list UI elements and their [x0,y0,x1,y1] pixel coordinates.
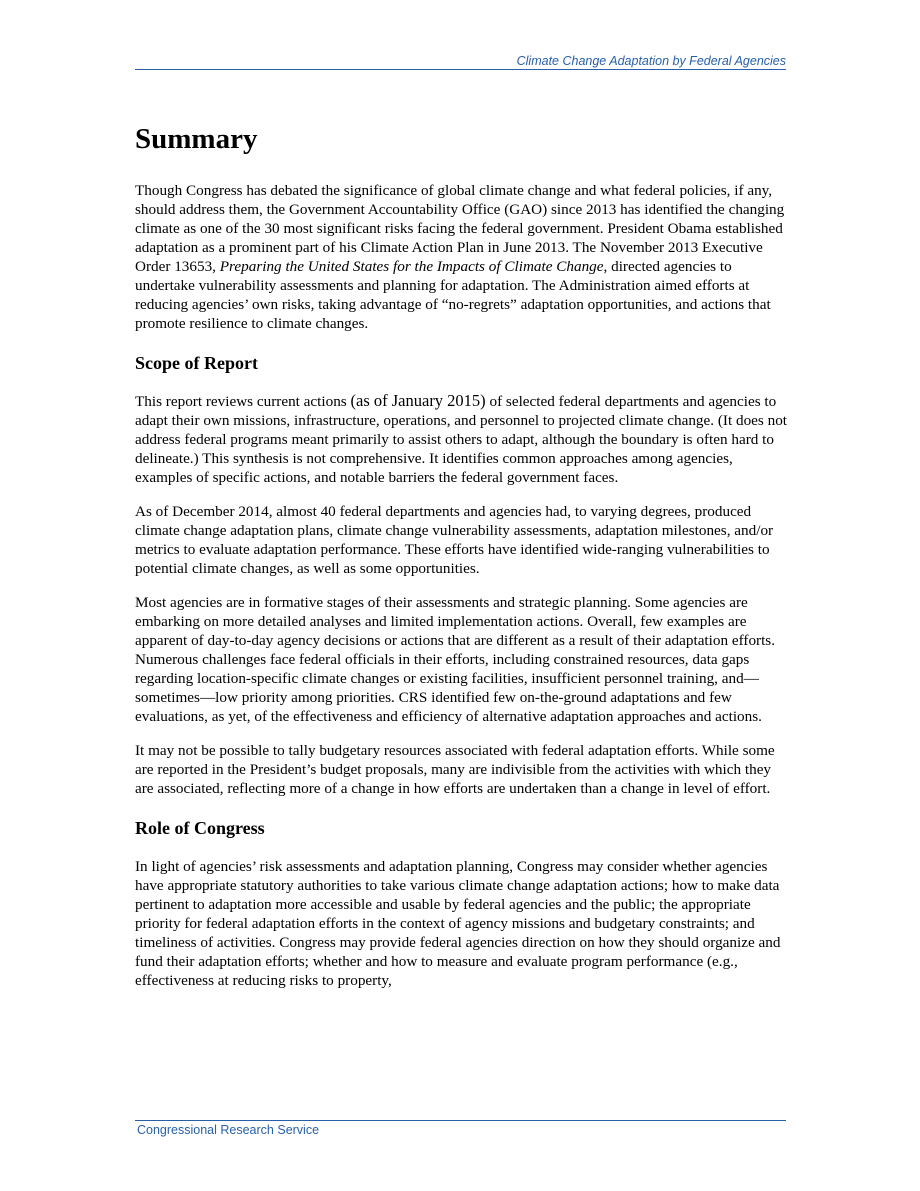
scope-paragraph-4: It may not be possible to tally budgetary resources associated with federal adaptation efforts. While some are reported in the President’s budget proposals, many are indivisible from the activities with which they are associated, reflecting more of a change in how efforts are undertaken than a change in level of effort. [135,742,775,798]
running-footer: Congressional Research Service [137,1123,320,1137]
running-header: Climate Change Adaptation by Federal Agencies [516,54,786,68]
congress-paragraph-1: In light of agencies’ risk assessments and adaptation planning, Congress may consider whether agencies have appropriate statutory authorities to take various climate change adaptation actions; how to make data pertinent to adaptation more accessible and usable by federal agencies and the public; the appropriate priority for federal adaptation efforts in the context of agency missions and budgetary constraints; and timeliness of activities. Congress may provide federal agencies direction on how they should organize and fund their adaptation efforts; whether and how to measure and evaluate program performance (e.g., effectiveness at reducing risks to property, [135,857,781,989]
scope-text-2: of selected federal departments and agencies to adapt their own missions, infrastructure, operations, and personnel to projected climate change. (It does not address federal programs meant primarily to assist others to adapt, although the boundary is often hard to delineate.) This synthesis is not comprehensive. It identifies common approaches among agencies, examples of specific actions, and notable barriers the federal government faces. [135,393,788,487]
executive-order-title: Preparing the United States for the Impacts of Climate Change [219,257,604,275]
scope-paragraph-1 [135,391,789,487]
footer-rule [135,1120,786,1121]
scope-paragraph-3: Most agencies are in formative stages of their assessments and strategic planning. Some agencies are embarking on more detailed analyses and limited implementation actions. Overall, few examples are apparent of day-to-day agency decisions or actions that are different as a result of their adaptation efforts. Numerous challenges face federal officials in their efforts, including constrained resources, data gaps regarding location-specific climate changes or existing facilities, insufficient personnel training, and—sometimes—low priority among priorities. CRS identified few on-the-ground adaptations and few evaluations, as yet, of the effectiveness and efficiency of alternative adaptation approaches and actions. [135,594,776,726]
page-title: Summary [135,123,258,155]
page-content [135,122,789,1005]
intro-paragraph [135,181,789,333]
scope-paragraph-2: As of December 2014, almost 40 federal departments and agencies had, to varying degrees, produced climate change adaptation plans, climate change vulnerability assessments, adaptation milestones, and/or metrics to evaluate adaptation performance. These efforts have identified wide-ranging vulnerabilities to potential climate changes, as well as some opportunities. [135,503,774,578]
header-rule [135,69,786,70]
congress-heading: Role of Congress [135,818,265,839]
scope-date: (as of January 2015) [350,391,486,411]
scope-text-1: This report reviews current actions [135,393,351,411]
intro-text-2: , directed agencies to undertake vulnerability assessments and planning for adaptation. The Administration aimed efforts at reducing agencies’ own risks, taking advantage of “no-regrets” adaptation opportunities, and actions that promote resilience to climate changes. [135,257,771,332]
intro-text-1: Though Congress has debated the significance of global climate change and what federal policies, if any, should address them, the Government Accountability Office (GAO) since 2013 has identified the changing climate as one of the 30 most significant risks facing the federal government. President Obama established adaptation as a prominent part of his Climate Action Plan in June 2013. The November 2013 Executive Order 13653, [135,181,785,275]
scope-heading: Scope of Report [135,352,258,373]
